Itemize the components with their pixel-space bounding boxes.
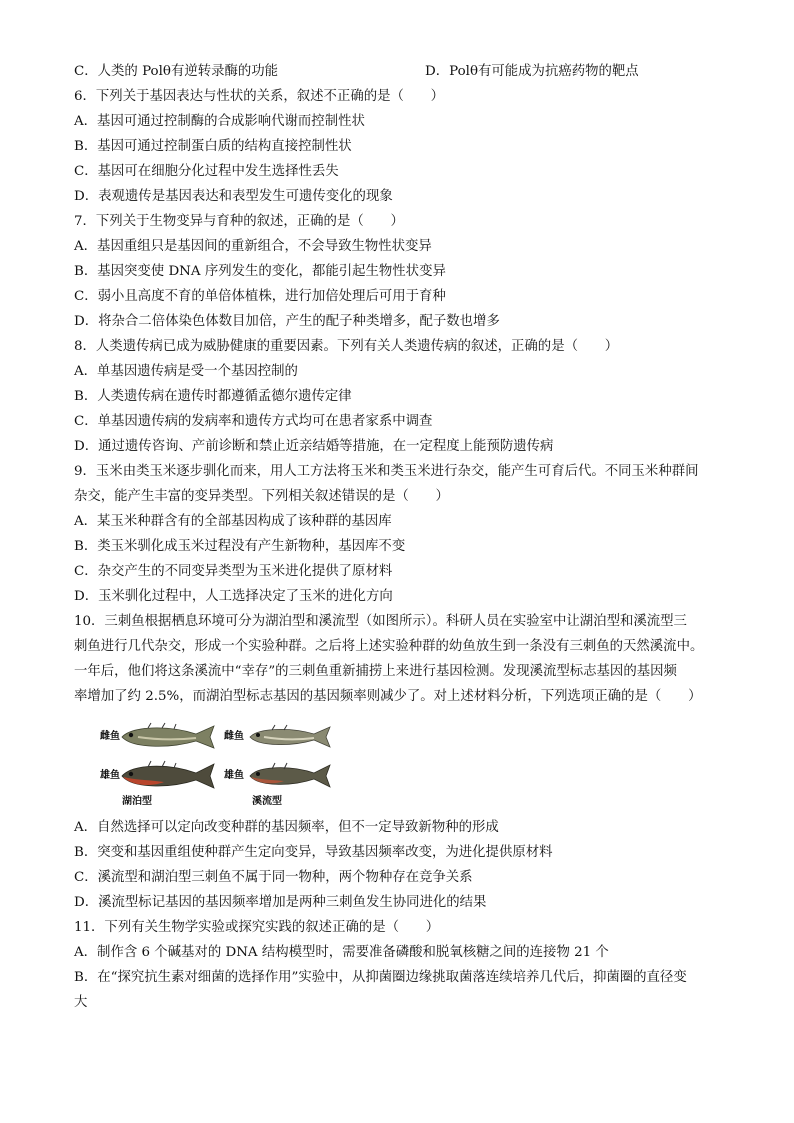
stream-male-label: 雄鱼	[224, 770, 244, 781]
q10-stem-line4: 率增加了约 2.5%，而湖泊型标志基因的基因频率则减少了。对上述材料分析，下列选项正确的是（ ）	[74, 689, 702, 704]
q9-option-d: D．玉米驯化过程中，人工选择决定了玉米的进化方向	[74, 589, 393, 604]
q7-option-d: D．将杂合二倍体染色体数目加倍，产生的配子种类增多，配子数也增多	[74, 314, 500, 329]
q5-option-c: C．人类的 Polθ有逆转录酶的功能	[74, 64, 279, 79]
lake-male-fish-image	[118, 760, 218, 792]
stream-type-caption: 溪流型	[252, 796, 282, 807]
q10-option-d: D．溪流型标记基因的基因频率增加是两种三刺鱼发生协同进化的结果	[74, 895, 487, 910]
q9-stem-line2: 杂交，能产生丰富的变异类型。下列相关叙述错误的是（ ）	[74, 489, 449, 504]
q10-stem-line1: 10．三刺鱼根据栖息环境可分为湖泊型和溪流型（如图所示）。科研人员在实验室中让湖泊型和溪流型三	[74, 614, 687, 629]
q10-option-c: C．溪流型和湖泊型三刺鱼不属于同一物种，两个物种存在竞争关系	[74, 870, 473, 885]
q6-option-a: A．基因可通过控制酶的合成影响代谢而控制性状	[74, 114, 365, 129]
q9-option-c: C．杂交产生的不同变异类型为玉米进化提供了原材料	[74, 564, 393, 579]
lake-female-label: 雌鱼	[100, 731, 120, 742]
stream-female-fish-image	[246, 724, 334, 750]
q9-stem-line1: 9．玉米由类玉米逐步驯化而来，用人工方法将玉米和类玉米进行杂交，能产生可育后代。不同玉米种群间	[74, 464, 699, 479]
q9-option-a: A．某玉米种群含有的全部基因构成了该种群的基因库	[74, 514, 392, 529]
q8-option-b: B．人类遗传病在遗传时都遵循孟德尔遗传定律	[74, 389, 352, 404]
q7-option-b: B．基因突变使 DNA 序列发生的变化，都能引起生物性状变异	[74, 264, 446, 279]
q6-option-b: B．基因可通过控制蛋白质的结构直接控制性状	[74, 139, 352, 154]
q11-option-b-line2: 大	[74, 995, 88, 1010]
lake-female-fish-image	[118, 722, 218, 752]
q11-stem: 11．下列有关生物学实验或探究实践的叙述正确的是（ ）	[74, 920, 440, 935]
q6-option-d: D．表观遗传是基因表达和表型发生可遗传变化的现象	[74, 189, 393, 204]
q11-option-a: A．制作含 6 个碱基对的 DNA 结构模型时，需要准备磷酸和脱氧核糖之间的连接物 21 个	[74, 945, 609, 960]
q7-stem: 7．下列关于生物变异与育种的叙述，正确的是（ ）	[74, 214, 404, 229]
q9-option-b: B．类玉米驯化成玉米过程没有产生新物种，基因库不变	[74, 539, 406, 554]
q11-option-b-line1: B．在“探究抗生素对细菌的选择作用”实验中，从抑菌圈边缘挑取菌落连续培养几代后，抑菌圈的直径变	[74, 970, 687, 985]
q8-option-a: A．单基因遗传病是受一个基因控制的	[74, 364, 298, 379]
stream-female-label: 雌鱼	[224, 731, 244, 742]
q8-stem: 8．人类遗传病已成为威胁健康的重要因素。下列有关人类遗传病的叙述，正确的是（ ）	[74, 339, 619, 354]
q10-stem-line2: 刺鱼进行几代杂交，形成一个实验种群。之后将上述实验种群的幼鱼放生到一条没有三刺鱼的天然溪流中。	[74, 639, 704, 654]
stickleback-figure	[100, 718, 340, 810]
q5-option-d: D．Polθ有可能成为抗癌药物的靶点	[425, 64, 639, 79]
q10-option-a: A．自然选择可以定向改变种群的基因频率，但不一定导致新物种的形成	[74, 820, 499, 835]
lake-male-label: 雄鱼	[100, 770, 120, 781]
stream-male-fish-image	[246, 762, 334, 790]
q7-option-a: A．基因重组只是基因间的重新组合，不会导致生物性状变异	[74, 239, 432, 254]
q6-stem: 6．下列关于基因表达与性状的关系，叙述不正确的是（ ）	[74, 89, 445, 104]
q8-option-c: C．单基因遗传病的发病率和遗传方式均可在患者家系中调查	[74, 414, 433, 429]
q10-stem-line3: 一年后，他们将这条溪流中“幸存”的三刺鱼重新捕捞上来进行基因检测。发现溪流型标志基因的基因频	[74, 664, 677, 679]
lake-type-caption: 湖泊型	[122, 796, 152, 807]
q6-option-c: C．基因可在细胞分化过程中发生选择性丢失	[74, 164, 339, 179]
q10-option-b: B．突变和基因重组使种群产生定向变异，导致基因频率改变，为进化提供原材料	[74, 845, 553, 860]
q7-option-c: C．弱小且高度不育的单倍体植株，进行加倍处理后可用于育种	[74, 289, 446, 304]
q8-option-d: D．通过遗传咨询、产前诊断和禁止近亲结婚等措施，在一定程度上能预防遗传病	[74, 439, 554, 454]
